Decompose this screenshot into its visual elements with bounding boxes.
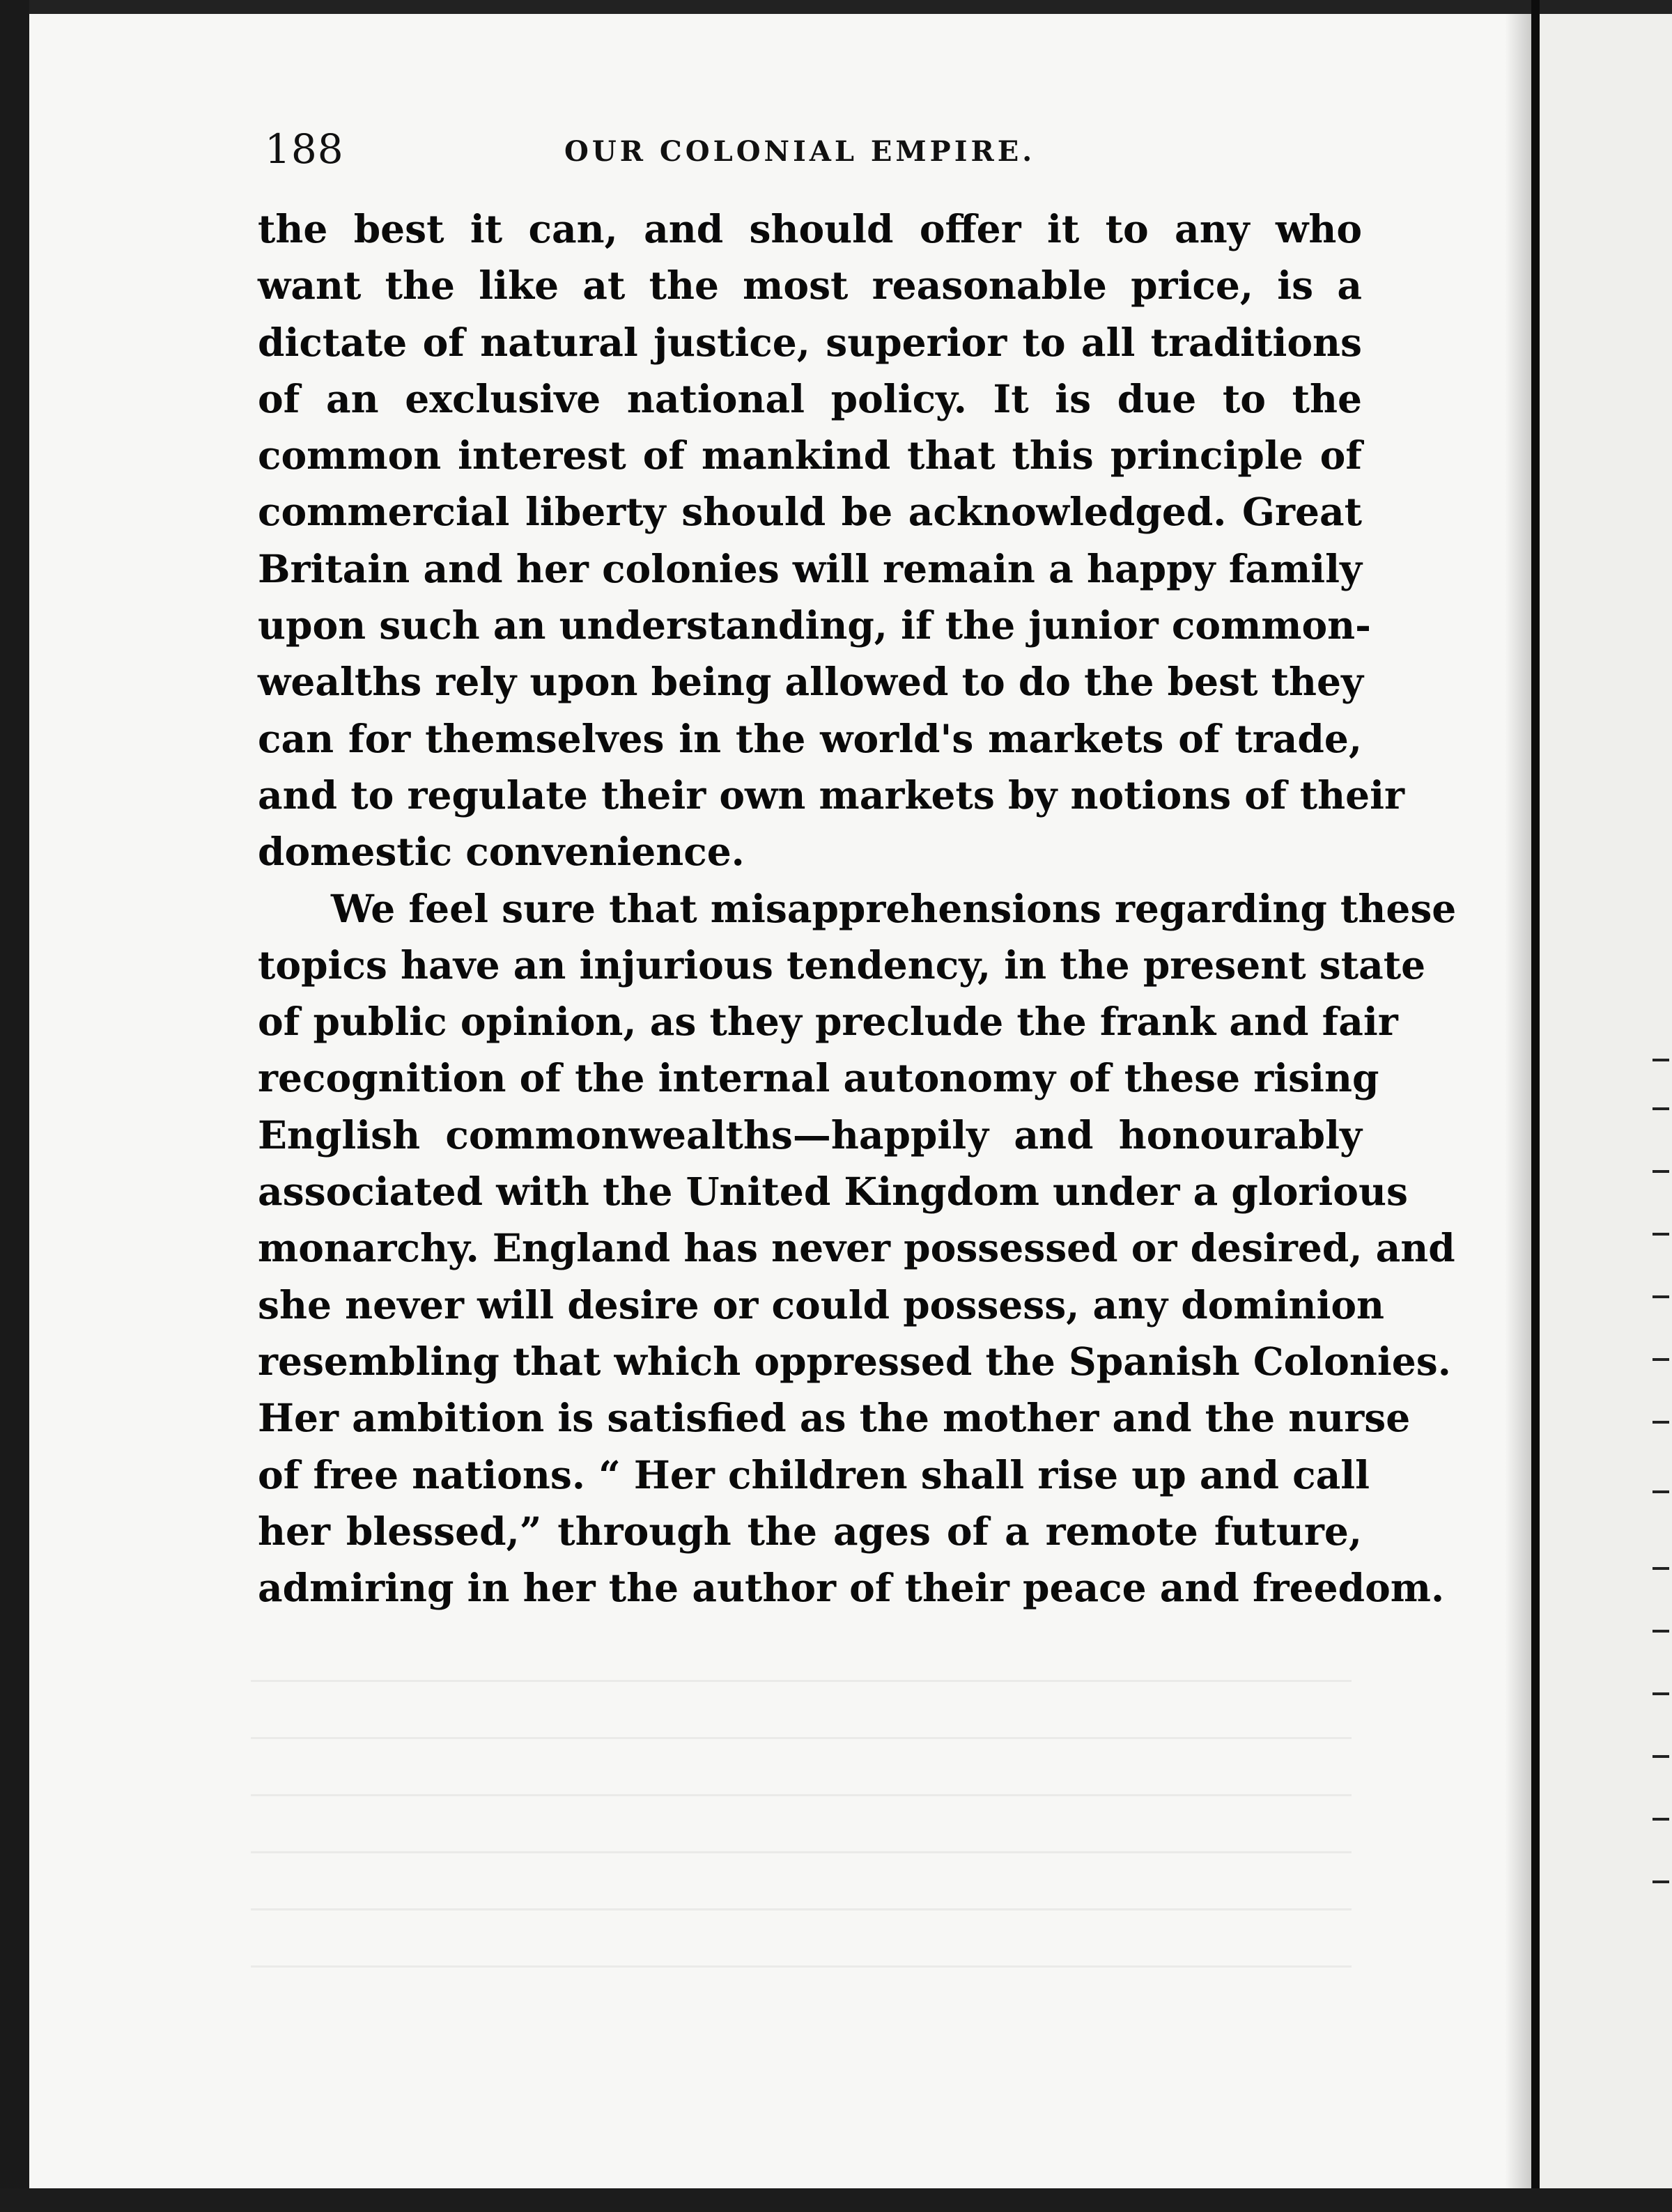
text-line: can for themselves in the world's markets of trade, [258, 715, 1362, 761]
bleed-through-line [251, 1908, 1352, 1910]
text-line: Her ambition is satisfied as the mother and the nurse [258, 1395, 1411, 1441]
adjacent-page-mark [1652, 1818, 1669, 1821]
bleed-through-line [251, 1851, 1352, 1853]
adjacent-page-mark [1652, 1059, 1669, 1061]
adjacent-page-mark [1652, 1490, 1669, 1493]
text-line: the best it can, and should offer it to any who [258, 206, 1362, 251]
text-line: admiring in her the author of their peace and freedom. [258, 1565, 1445, 1611]
text-line: want the like at the most reasonable price, is a [258, 263, 1362, 309]
adjacent-page-mark [1652, 1233, 1669, 1236]
text-line: common interest of mankind that this principle of [258, 433, 1362, 478]
text-line: of an exclusive national policy. It is due to the [258, 375, 1362, 421]
adjacent-page-mark [1652, 1358, 1669, 1361]
bleed-through-line [251, 1737, 1352, 1739]
text-line: English commonwealths—happily and honourably [258, 1112, 1362, 1158]
scan-border-bottom [0, 2188, 1672, 2212]
adjacent-page-mark [1652, 1421, 1669, 1424]
adjacent-page-edge [1540, 14, 1672, 2188]
adjacent-page-mark [1652, 1755, 1669, 1758]
paragraph [258, 880, 1457, 1617]
text-line: wealths rely upon being allowed to do the best they [258, 659, 1363, 705]
scan-border-top [0, 0, 1672, 14]
gutter-shadow [1505, 14, 1531, 2188]
text-line: domestic convenience. [258, 829, 745, 875]
scan-border-left [0, 0, 29, 2212]
paragraph [258, 201, 1405, 880]
body-text [258, 201, 1457, 1616]
text-line: recognition of the internal autonomy of these rising [258, 1055, 1379, 1101]
text-line: upon such an understanding, if the junior common- [258, 602, 1371, 648]
adjacent-page-mark [1652, 1692, 1669, 1695]
bleed-through-line [251, 1965, 1352, 1968]
running-head: OUR COLONIAL EMPIRE. [564, 135, 1036, 168]
text-line: of public opinion, as they preclude the frank and fair [258, 999, 1398, 1045]
adjacent-page-mark [1652, 1630, 1669, 1633]
text-line: We feel sure that misapprehensions regarding these [331, 885, 1457, 931]
adjacent-page-mark [1652, 1107, 1669, 1110]
text-line: monarchy. England has never possessed or desired, and [258, 1225, 1455, 1271]
text-line: of free nations. “ Her children shall rise up and call [258, 1451, 1370, 1497]
adjacent-page-mark [1652, 1880, 1669, 1883]
text-line: dictate of natural justice, superior to all traditions [258, 319, 1362, 365]
adjacent-page-mark [1652, 1567, 1669, 1570]
text-line: commercial liberty should be acknowledged. Great [258, 489, 1362, 535]
page-header [265, 125, 1352, 181]
adjacent-page-mark [1652, 1295, 1669, 1298]
text-line: Britain and her colonies will remain a happy family [258, 545, 1362, 591]
adjacent-page-mark [1652, 1170, 1669, 1173]
text-line: topics have an injurious tendency, in the present state [258, 942, 1426, 988]
bleed-through-line [251, 1680, 1352, 1682]
text-line: associated with the United Kingdom under a glorious [258, 1169, 1408, 1215]
text-line: her blessed,” through the ages of a remote future, [258, 1508, 1362, 1554]
bleed-through-line [251, 1794, 1352, 1796]
text-line: and to regulate their own markets by notions of their [258, 772, 1405, 818]
book-spine [1531, 0, 1540, 2212]
page-number: 188 [265, 125, 344, 173]
text-line: she never will desire or could possess, any dominion [258, 1282, 1385, 1327]
text-line: resembling that which oppressed the Spanish Colonies. [258, 1338, 1451, 1384]
